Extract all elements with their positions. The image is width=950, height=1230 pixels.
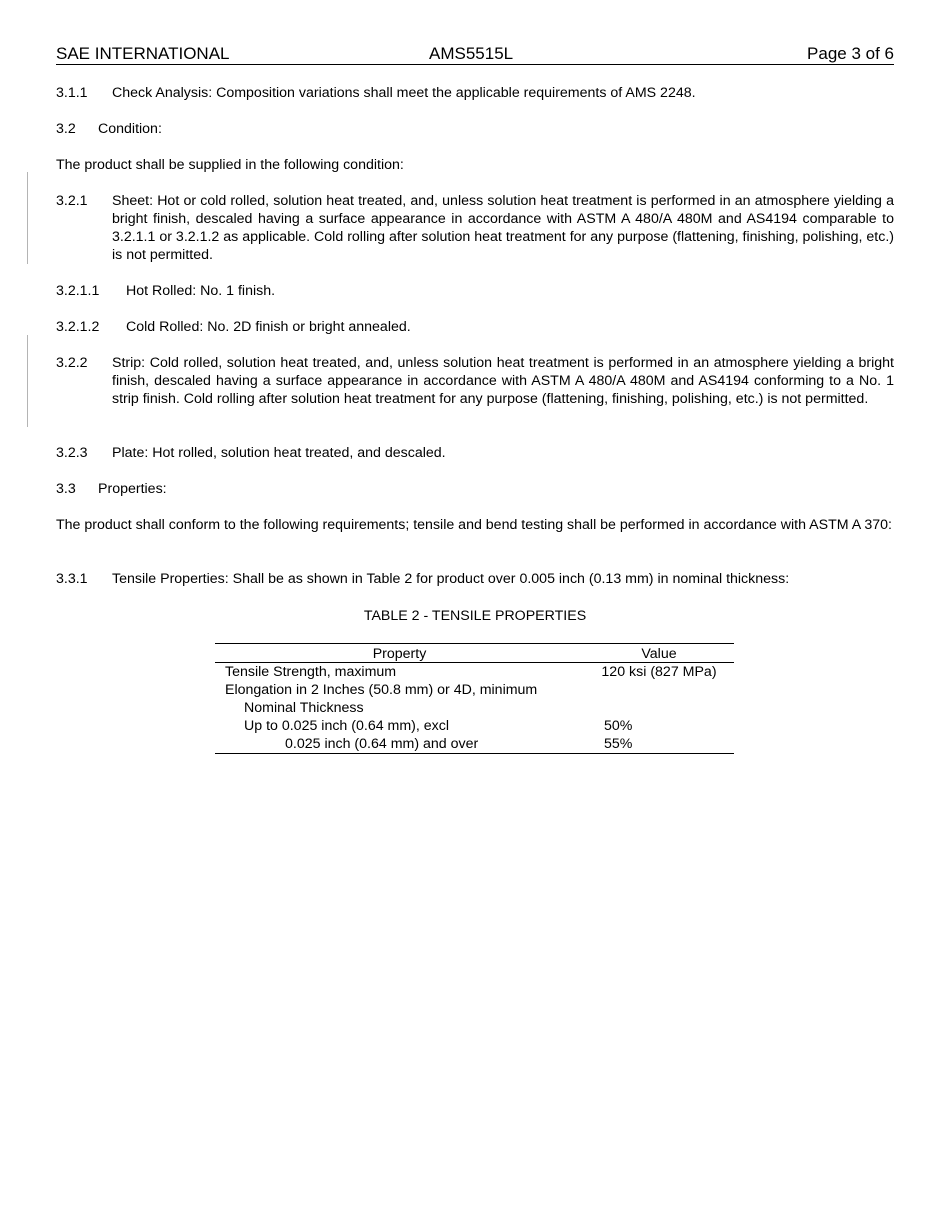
section-number: 3.2.1.1	[56, 283, 100, 299]
table-cell-property: Elongation in 2 Inches (50.8 mm) or 4D, minimum	[225, 682, 538, 698]
section-3-2-3	[56, 444, 894, 462]
table-row	[215, 681, 734, 699]
section-number: 3.2.2	[56, 355, 88, 371]
condition-intro: The product shall be supplied in the following condition:	[56, 157, 404, 173]
table-row	[215, 735, 734, 753]
section-3-2-1	[56, 192, 894, 264]
header-document-number: AMS5515L	[429, 44, 514, 63]
section-number: 3.2.1.2	[56, 319, 100, 335]
section-heading: Condition:	[98, 121, 162, 137]
table-caption: TABLE 2 - TENSILE PROPERTIES	[363, 608, 587, 624]
table-header-property: Property	[372, 646, 427, 662]
section-number: 3.2	[56, 121, 76, 137]
table-cell-value: 55%	[604, 736, 633, 752]
properties-intro: The product shall conform to the following requirements; tensile and bend testing shall be performed in accordance with ASTM A 370:	[56, 517, 892, 533]
section-text: Cold Rolled: No. 2D finish or bright annealed.	[126, 319, 411, 335]
table-cell-property: Up to 0.025 inch (0.64 mm), excl	[244, 718, 450, 734]
table-cell-property: 0.025 inch (0.64 mm) and over	[285, 736, 479, 752]
table-row	[215, 717, 734, 735]
section-text: Hot Rolled: No. 1 finish.	[126, 283, 276, 299]
header-organization: SAE INTERNATIONAL	[56, 44, 230, 63]
table-cell-value: 120 ksi (827 MPa)	[601, 664, 717, 680]
section-number: 3.2.1	[56, 193, 88, 209]
section-text: Sheet: Hot or cold rolled, solution heat treated, and, unless solution heat treatment is performed in an atmosphere yielding a bright finish, descaled having a surface appearance in accordance with ASTM A 480/A 480M and AS4194 comparable to 3.2.1.1 or 3.2.1.2 as applicable. Cold rolling after solution heat treatment for any purpose (flattening, finishing, polishing, etc.) is not permitted.	[112, 193, 894, 263]
header-page-number: Page 3 of 6	[807, 44, 894, 63]
section-3-2	[56, 120, 894, 138]
table-cell-value: 50%	[604, 718, 633, 734]
section-text: Check Analysis: Composition variations shall meet the applicable requirements of AMS 2248.	[112, 85, 696, 101]
section-3-3	[56, 480, 894, 498]
table-cell-property: Tensile Strength, maximum	[225, 664, 397, 680]
revision-change-bar	[27, 172, 28, 264]
table-header-value: Value	[641, 646, 677, 662]
table-row	[215, 699, 734, 717]
section-3-3-1	[56, 570, 894, 588]
section-heading: Properties:	[98, 481, 167, 497]
section-text: Strip: Cold rolled, solution heat treated, and, unless solution heat treatment is performed in an atmosphere yielding a bright finish, descaled having a surface appearance in accordance with ASTM A 480/A 480M and AS4194 conforming to a No. 1 strip finish. Cold rolling after solution heat treatment for any purpose (flattening, finishing, polishing, etc.) is not permitted.	[112, 355, 894, 407]
section-3-2-1-2	[56, 318, 894, 336]
tensile-properties-table	[215, 643, 734, 754]
section-3-2-2	[56, 354, 894, 426]
table-header-row	[215, 644, 734, 663]
section-text: Tensile Properties: Shall be as shown in Table 2 for product over 0.005 inch (0.13 mm) in nominal thickness:	[112, 571, 790, 587]
page-header	[56, 44, 894, 65]
table-row	[215, 663, 734, 681]
section-number: 3.3	[56, 481, 76, 497]
section-3-1-1	[56, 84, 894, 102]
section-text: Plate: Hot rolled, solution heat treated, and descaled.	[112, 445, 446, 461]
section-number: 3.2.3	[56, 445, 88, 461]
section-number: 3.3.1	[56, 571, 88, 587]
section-number: 3.1.1	[56, 85, 88, 101]
section-3-2-1-1	[56, 282, 894, 300]
table-cell-property: Nominal Thickness	[244, 700, 364, 716]
revision-change-bar	[27, 335, 28, 427]
